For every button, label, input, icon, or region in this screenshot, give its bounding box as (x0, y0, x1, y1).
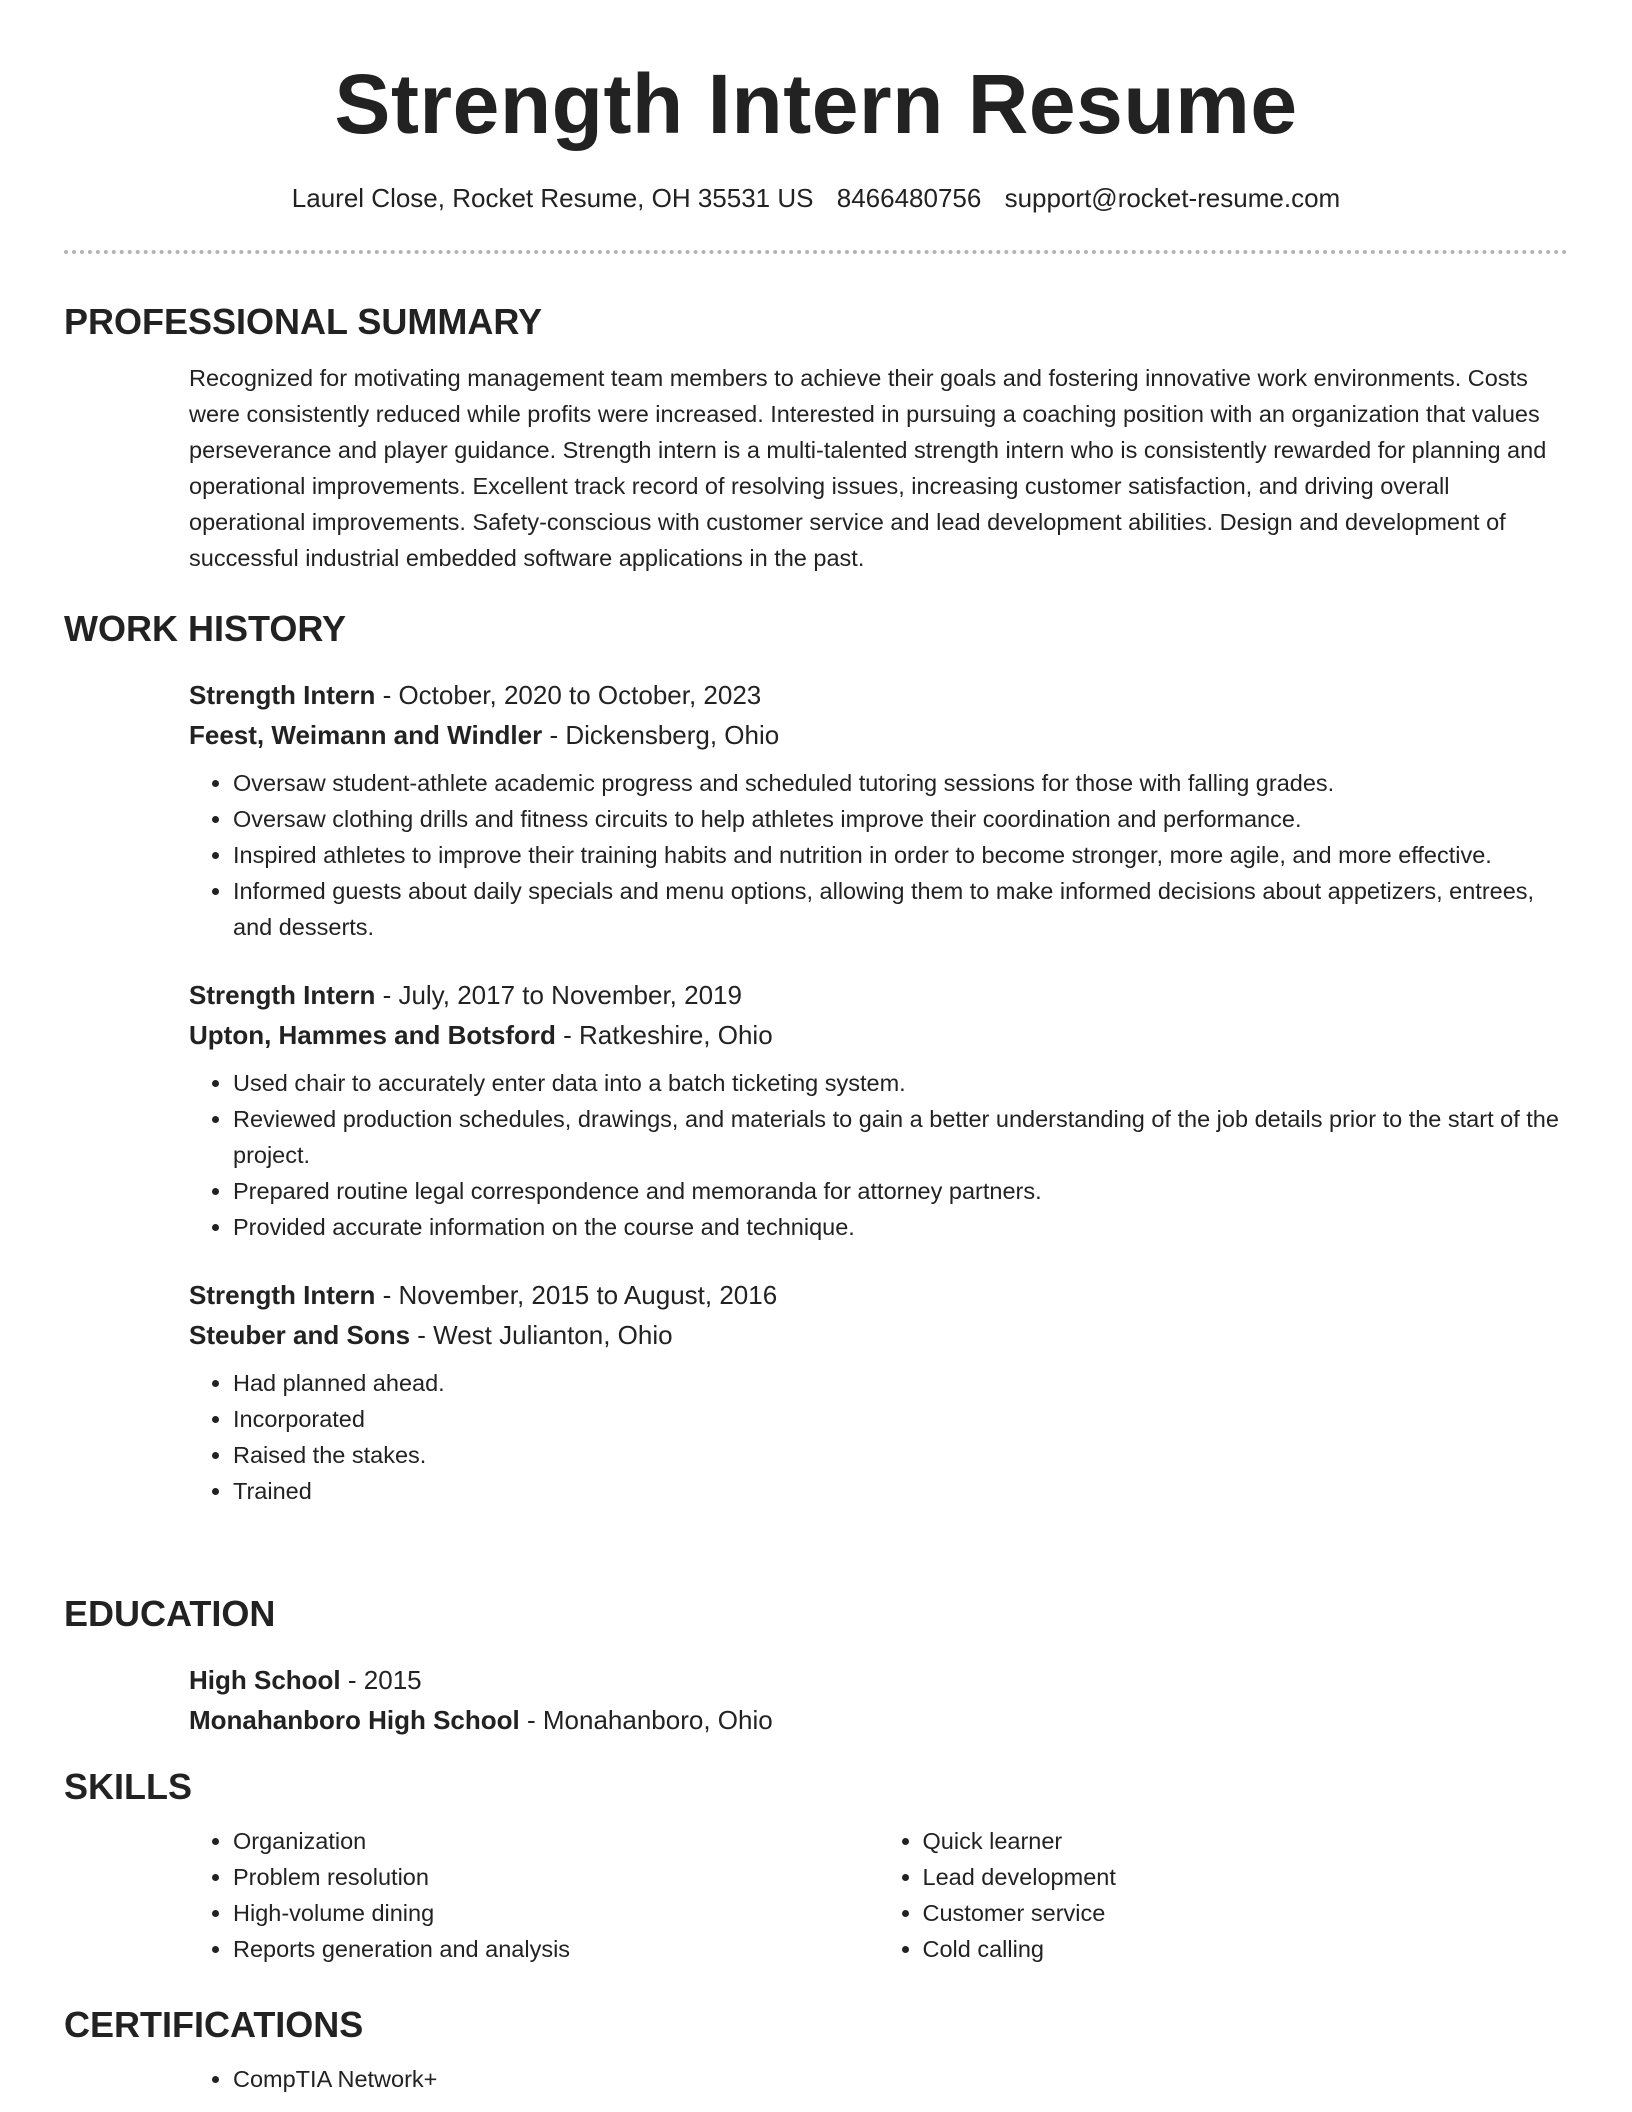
education-section (64, 1592, 1568, 1740)
list-item: • Oversaw student-athlete academic progress and scheduled tutoring sessions for those with falling grades. (233, 765, 1568, 801)
list-item: • Had planned ahead. (233, 1365, 1568, 1401)
education-school: Monahanboro High School (189, 1705, 520, 1735)
list-item: • Raised the stakes. (233, 1437, 1568, 1473)
job-title: Strength Intern (189, 980, 376, 1010)
education-degree: High School (189, 1665, 341, 1695)
list-item: • Informed guests about daily specials and menu options, allowing them to make informed decisions about appetizers, entrees, and desserts. (233, 873, 1568, 945)
job-bullets (189, 1365, 1568, 1509)
list-item: • CompTIA Network+ (233, 2061, 1568, 2097)
list-item: • Lead development (923, 1859, 1569, 1895)
professional-summary-section (64, 300, 1568, 576)
list-item: • Oversaw clothing drills and fitness circuits to help athletes improve their coordination and performance. (233, 801, 1568, 837)
job-dates: - July, 2017 to November, 2019 (375, 980, 742, 1010)
job-company-line (189, 715, 1568, 755)
job-entry (189, 975, 1568, 1245)
job-company: Upton, Hammes and Botsford (189, 1020, 556, 1050)
section-heading: PROFESSIONAL SUMMARY (64, 301, 543, 342)
job-title: Strength Intern (189, 680, 376, 710)
list-item: • Quick learner (923, 1823, 1569, 1859)
list-item: • Organization (233, 1823, 879, 1859)
work-history-section (64, 607, 1568, 1509)
job-title-line (189, 1275, 1568, 1315)
list-item: • Customer service (923, 1895, 1569, 1931)
job-dates: - November, 2015 to August, 2016 (375, 1280, 778, 1310)
education-school-line (189, 1700, 1568, 1740)
job-entry (189, 675, 1568, 945)
certifications-section (64, 2003, 1568, 2097)
job-company-line (189, 1315, 1568, 1355)
job-entry (189, 1275, 1568, 1509)
certifications-list (189, 2061, 1568, 2097)
section-heading: SKILLS (64, 1766, 193, 1807)
list-item: • Reports generation and analysis (233, 1931, 879, 1967)
skills-section (64, 1765, 1568, 1967)
job-location: - Ratkeshire, Ohio (555, 1020, 773, 1050)
section-heading: WORK HISTORY (64, 608, 347, 649)
list-item: • Prepared routine legal correspondence and memoranda for attorney partners. (233, 1173, 1568, 1209)
list-item: • High-volume dining (233, 1895, 879, 1931)
job-company: Steuber and Sons (189, 1320, 411, 1350)
resume-title: Strength Intern Resume (334, 57, 1298, 151)
header-divider (64, 250, 1568, 254)
job-title-line (189, 675, 1568, 715)
job-bullets (189, 765, 1568, 945)
contact-address: Laurel Close, Rocket Resume, OH 35531 US (291, 183, 814, 213)
skills-list-left (189, 1823, 879, 1967)
skills-list-right (879, 1823, 1569, 1967)
education-degree-line (189, 1660, 1568, 1700)
education-year: - 2015 (340, 1665, 422, 1695)
job-dates: - October, 2020 to October, 2023 (375, 680, 762, 710)
list-item: • Reviewed production schedules, drawings, and materials to gain a better understanding of the job details prior to the start of the project. (233, 1101, 1568, 1173)
job-title-line (189, 975, 1568, 1015)
contact-line (0, 180, 1632, 216)
section-heading: CERTIFICATIONS (64, 2004, 364, 2045)
list-item: • Inspired athletes to improve their training habits and nutrition in order to become stronger, more agile, and more effective. (233, 837, 1568, 873)
list-item: • Used chair to accurately enter data into a batch ticketing system. (233, 1065, 1568, 1101)
list-item: • Trained (233, 1473, 1568, 1509)
job-location: - West Julianton, Ohio (410, 1320, 673, 1350)
list-item: • Cold calling (923, 1931, 1569, 1967)
education-location: - Monahanboro, Ohio (519, 1705, 773, 1735)
contact-email: support@rocket-resume.com (1004, 183, 1341, 213)
job-bullets (189, 1065, 1568, 1245)
contact-phone: 8466480756 (836, 183, 982, 213)
job-location: - Dickensberg, Ohio (542, 720, 780, 750)
list-item: • Provided accurate information on the course and technique. (233, 1209, 1568, 1245)
job-company: Feest, Weimann and Windler (189, 720, 543, 750)
job-title: Strength Intern (189, 1280, 376, 1310)
job-company-line (189, 1015, 1568, 1055)
list-item: • Incorporated (233, 1401, 1568, 1437)
list-item: • Problem resolution (233, 1859, 879, 1895)
section-heading: EDUCATION (64, 1593, 276, 1634)
summary-text: Recognized for motivating management team members to achieve their goals and fostering innovative work environments. Costs were consistently reduced while profits were increased. Interested in pursuing a coaching position with an organization that values perseverance and player guidance. Strength intern is a multi-talented strength intern who is consistently rewarded for planning and operational improvements. Excellent track record of resolving issues, increasing customer satisfaction, and driving overall operational improvements. Safety-conscious with customer service and lead development abilities. Design and development of successful industrial embedded software applications in the past. (189, 365, 1547, 571)
